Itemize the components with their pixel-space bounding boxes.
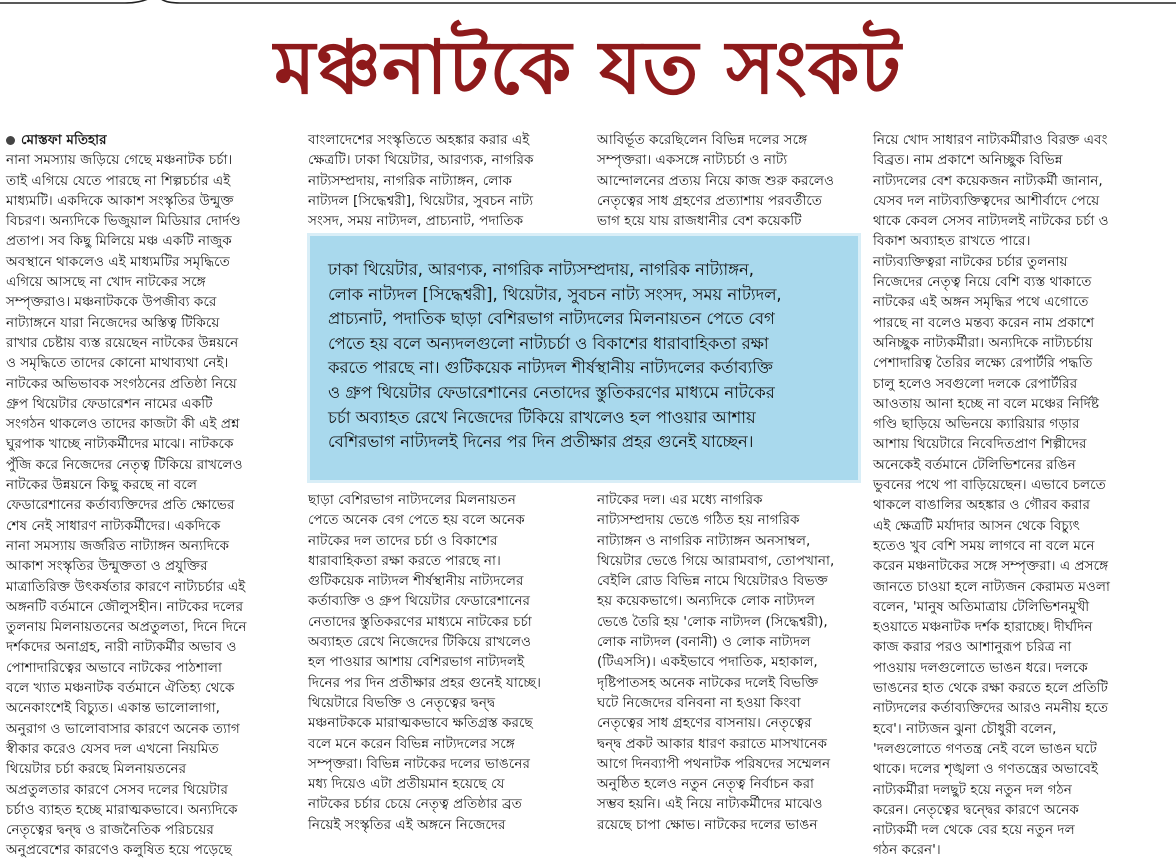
text-line: সম্পৃক্তরাও। মঞ্চনাটককে উপজীব্য করে <box>6 294 217 311</box>
text-line: ও গ্রুপ থিয়েটার ফেডারেশানের নেতাদের স্তুতিকরণের মাধ্যমে নাটকের <box>328 382 775 402</box>
text-line: পারছে না বলেও মন্তব্য করেন নাম প্রকাশে <box>873 314 1095 331</box>
text-line: ক্ষেত্রটি। ঢাকা থিয়েটার, আরণ্যক, নাগরিক <box>308 152 534 169</box>
text-line: পেতে অনেক বেগ পেতে হয় বলে অনেক <box>308 512 525 529</box>
text-line: সম্ভব হয়নি। এই নিয়ে নাট্যকর্মীদের মাঝেও <box>597 796 823 813</box>
text-line: থাকে কেবল সেসব নাট্যদলই নাটকের চর্চা ও <box>873 213 1109 230</box>
text-line: ধারাবাহিকতা রক্ষা করতে পারছে না। <box>308 552 501 569</box>
text-line: হল পাওয়ার আশায় বেশিরভাগ নাট্যদলই <box>308 654 525 671</box>
author-name: মোস্তফা মতিহার <box>21 132 107 148</box>
text-line: অব্যাহত রেখে নিজেদের টিকিয়ে রাখলেও <box>308 634 532 651</box>
article-column-2-bottom <box>308 490 590 836</box>
text-line: বাংলাদেশের সংস্কৃতিতে অহঙ্কার করার এই <box>308 132 530 148</box>
article-column-3-top <box>597 130 869 234</box>
text-line: এগিয়ে আসছে না খোদ নাটকের সঙ্গে <box>6 274 206 291</box>
text-line: সংসদ, সময় নাট্যদল, প্রাচ্যনাট, পদাতিক <box>308 213 524 230</box>
text-line: থিয়েটারে বিভক্তি ও নেতৃত্বের দ্বন্দ্ব <box>308 694 496 711</box>
text-line: অনুষ্ঠিত হলেও নতুন নেতৃত্ব নির্বাচন করা <box>597 776 814 793</box>
text-line: গুটিকয়েক নাট্যদল শীর্ষস্থানীয় নাট্যদলের <box>308 573 524 590</box>
pullquote-text <box>328 258 848 455</box>
text-line: অনুরাগ ও ভালোবাসার কারণে অনেক ত্যাগ <box>6 720 240 737</box>
text-line: সংগঠন থাকলেও তাদের কাজটা কী এই প্রশ্ন <box>6 416 240 433</box>
text-line: নেতৃত্বের দ্বন্দ্ব ও রাজনৈতিক পরিচয়ের <box>6 822 214 839</box>
text-line: নাট্যসম্প্রদায়, নাগরিক নাট্যাঙ্গন, লোক <box>308 172 512 189</box>
text-line: গঠন করেন'। <box>873 842 941 859</box>
text-line: নাট্যকর্মী দল থেকে বের হয়ে নতুন দল <box>873 822 1075 839</box>
text-line: বেইলি রোড বিভিন্ন নামে থিয়েটারও বিভক্ত <box>597 573 828 590</box>
text-line: গ্রুপ থিয়েটার ফেডারেশন নামের একটি <box>6 395 213 412</box>
headline: মঞ্চনাটকে যত সংকট <box>274 25 902 111</box>
text-line: কর্তাব্যক্তি ও গ্রুপ থিয়েটার ফেডারেশানের <box>308 593 530 610</box>
text-line: নানা সমস্যায় জর্জরিত নাট্যাঙ্গন অন্যদিকে <box>6 537 229 554</box>
text-line: তাই এগিয়ে যেতে পারছে না শিল্পচর্চার এই <box>6 172 231 189</box>
text-line: বিকাশ অব্যাহত রাখতে পারে। <box>873 233 1031 250</box>
text-line: নাট্যদলের কর্তাব্যক্তিদের আরও নমনীয় হতে <box>873 700 1109 717</box>
text-line: মধ্য দিয়েও এটা প্রতীয়মান হয়েছে যে <box>308 776 505 793</box>
text-line: বলে মনে করেন বিভিন্ন নাট্যদলের সঙ্গে <box>308 735 515 752</box>
text-line: নাট্যদল [সিদ্ধেশ্বরী], থিয়েটার, সুবচন নাট্য <box>308 192 534 209</box>
article-column-2-top <box>308 130 588 234</box>
bullet-icon <box>6 136 15 145</box>
text-line: আশায় থিয়েটারে নিবেদিতপ্রাণ শিল্পীদের <box>873 436 1087 453</box>
text-line: পেতে হয় বলে অন্যদলগুলো নাট্যচর্চা ও বিকাশের ধারাবাহিকতা রক্ষা <box>328 333 769 353</box>
text-line: অনুপ্রবেশের কারণেও কলুষিত হয়ে পড়েছে <box>6 842 232 859</box>
text-line: শেষ নেই সাধারণ নাট্যকর্মীদের। একদিকে <box>6 517 221 534</box>
text-line: আবির্ভূত করেছিলেন বিভিন্ন দলের সঙ্গে <box>597 132 808 148</box>
text-line: অনেকাংশেই বিচ্যুত। একান্ত ভালোলাগা, <box>6 700 220 717</box>
text-line: ভেঙে তৈরি হয় 'লোক নাট্যদল (সিদ্ধেশ্বরী), <box>597 613 828 630</box>
text-line: রাখার চেষ্টায় ব্যস্ত রয়েছেন নাটকের উন্নয়নে <box>6 334 239 351</box>
text-line: যেসব দল নাট্যব্যক্তিত্বদের আশীর্বাদে পেয়ে <box>873 192 1100 209</box>
text-line: বিব্রত। নাম প্রকাশে অনিচ্ছুক বিভিন্ন <box>873 152 1063 169</box>
text-line: চর্চাও ব্যাহত হচ্ছে মারাত্মকভাবে। অন্যদিকে <box>6 801 238 818</box>
text-line: নাট্যদলের বেশ কয়েকজন নাট্যকর্মী জানান, <box>873 172 1103 189</box>
text-line: হবে'। নাট্যজন ঝুনা চৌধুরী বলেন, <box>873 720 1057 737</box>
text-line: দ্বন্দ্ব প্রকট আকার ধারণ করাতে মাসখানেক <box>597 735 828 752</box>
text-line: লোক নাট্যদল [সিদ্ধেশ্বরী], থিয়েটার, সুবচন নাট্য সংসদ, সময় নাট্যদল, <box>328 284 782 304</box>
text-line: অঙ্গনটি বর্তমানে জৌলুসহীন। নাটকের দলের <box>6 598 244 615</box>
text-line: তুলনায় মিলনায়তনের অপ্রতুলতা, দিনে দিনে <box>6 619 247 636</box>
text-line: থাকে। দলের শৃঙ্খলা ও গণতন্ত্রের অভাবেই <box>873 761 1098 778</box>
text-line: অপ্রতুলতার কারণে সেসব দলের থিয়েটার <box>6 781 229 798</box>
text-line: পাওয়ায় দলগুলোতে ভাঙন ধরে। দলকে <box>873 659 1088 676</box>
text-line: নাট্যকর্মীরা দলছুট হয়ে নতুন দল গঠন <box>873 781 1072 798</box>
text-line: পুঁজি করে নিজেদের নেতৃত্ব টিকিয়ে রাখলেও <box>6 456 243 473</box>
text-line: থাকলে বাঙালির অহঙ্কার ও গৌরব করার <box>873 497 1090 514</box>
text-line: ফেডারেশানের কর্তাব্যক্তিদের প্রতি ক্ষোভের <box>6 497 235 514</box>
text-line: সম্পৃক্তরা। বিভিন্ন নাটকের দলের ভাঙনের <box>308 755 530 772</box>
text-line: নাট্যাঙ্গনে যারা নিজেদের অস্তিত্ব টিকিয়ে <box>6 314 220 331</box>
text-line: ভাঙনের হাত থেকে রক্ষা করতে হলে প্রতিটি <box>873 680 1108 697</box>
article-column-3-bottom <box>597 490 869 836</box>
text-line: বিচরণ। অন্যদিকে ভিজুয়াল মিডিয়ার দোর্দণ্ড <box>6 213 241 230</box>
text-line: মাত্রাতিরিক্ত উৎকর্ষতার কারণে নাট্যচর্চার এই <box>6 578 246 595</box>
text-line: রয়েছে চাপা ক্ষোভ। নাটকের দলের ভাঙন <box>597 816 818 833</box>
text-line: নাট্যব্যক্তিত্বরা নাটকের চর্চার তুলনায় <box>873 253 1068 270</box>
text-line: নাটকের এই অঙ্গন সমৃদ্ধির পথে এগোতে <box>873 294 1089 311</box>
column-1-text <box>6 150 298 860</box>
text-line: বলেন, 'মানুষ অতিমাত্রায় টেলিভিশনমুখী <box>873 598 1090 615</box>
text-line: নাটকের দল তাদের চর্চা ও বিকাশের <box>308 532 498 549</box>
text-line: প্রতাপ। সব কিছু মিলিয়ে মঞ্চ একটি নাজুক <box>6 233 232 250</box>
text-line: ঘটে নিজেদের বনিবনা না হওয়া কিংবা <box>597 694 801 711</box>
text-line: জানতে চাওয়া হলে নাট্যজন কেরামত মওলা <box>873 578 1110 595</box>
text-line: পোশাদারিত্বের অভাবে নাটকের পাঠশালা <box>6 659 222 676</box>
text-line: ঢাকা থিয়েটার, আরণ্যক, নাগরিক নাট্যসম্প্রদায়, নাগরিক নাট্যাঙ্গন, <box>328 260 755 279</box>
text-line: করেন। নেতৃত্বের দ্বন্দ্বের কারণে অনেক <box>873 801 1079 818</box>
text-line: ও সমৃদ্ধিতে তাদের কোনো মাথাব্যথা নেই। <box>6 355 229 372</box>
text-line: নেতৃত্বের সাধ গ্রহণের বাসনায়। নেতৃত্বের <box>597 715 812 732</box>
text-line: হওয়াতে মঞ্চনাটক দর্শক হারাচ্ছে। দীর্ঘদিন <box>873 619 1093 636</box>
text-line: থিয়েটার চর্চা করছে মিলনায়তনের <box>6 761 187 778</box>
text-line: অনিচ্ছুক নাট্যকর্মীরা। অন্যদিকে নাট্যচর্চায় <box>873 334 1093 351</box>
text-line: মাধ্যমটি। একদিকে আকাশ সংস্কৃতির উন্মুক্ত <box>6 192 234 209</box>
text-line: নাটকের উন্নয়নে কিছু করছে না বলে <box>6 477 197 494</box>
text-line: নেতৃত্বের সাধ গ্রহণের প্রত্যাশায় পরবর্তীতে <box>597 192 822 209</box>
text-line: নিয়েই সংস্কৃতির এই অঙ্গনে নিজেদের <box>308 816 506 833</box>
text-line: মঞ্চনাটককে মারাত্মকভাবে ক্ষতিগ্রস্ত করছে <box>308 715 533 732</box>
text-line: নাটকের অভিভাবক সংগঠনের প্রতিষ্ঠা নিয়ে <box>6 375 237 392</box>
text-line: লোক নাট্যদল (বনানী) ও লোক নাট্যদল <box>597 634 811 651</box>
text-line: আন্দোলনের প্রত্যয় নিয়ে কাজ শুরু করলেও <box>597 172 835 189</box>
text-line: নেতাদের স্তুতিকরণের মাধ্যমে নাটকের চর্চা <box>308 613 532 630</box>
text-line: আওতায় আনা হচ্ছে না বলে মঞ্চের নির্দিষ্ট <box>873 395 1100 412</box>
text-line: করতে পারছে না। গুটিকয়েক নাট্যদল শীর্ষস্থানীয় নাট্যদলের কর্তাব্যক্তি <box>328 358 773 378</box>
text-line: নাট্যসম্প্রদায় ভেঙে গঠিত হয় নাগরিক <box>597 512 800 529</box>
text-line: ভাগ হয়ে যায় রাজধানীর বেশ কয়েকটি <box>597 213 802 230</box>
text-line: নিয়ে খোদ সাধারণ নাট্যকর্মীরাও বিরক্ত এবং <box>873 132 1108 148</box>
text-line: 'দলগুলোতে গণতন্ত্র নেই বলে ভাঙন ঘটে <box>873 740 1097 757</box>
article-column-1 <box>6 130 298 859</box>
text-line: বেশিরভাগ নাট্যদলই দিনের পর দিন প্রতীক্ষার প্রহর গুনেই যাচ্ছেন। <box>328 432 754 452</box>
top-border-rule <box>0 0 1176 10</box>
text-line: ঘুরপাক খাচ্ছে নাট্যকর্মীদের মাঝে। নাটককে <box>6 436 234 453</box>
text-line: আগে দিনব্যাপী পথনাটক পরিষদের সম্মেলন <box>597 755 831 772</box>
text-line: নিজেদের নেতৃত্ব নিয়ে বেশি ব্যস্ত থাকাতে <box>873 274 1092 291</box>
text-line: সম্পৃক্তরা। একসঙ্গে নাট্যচর্চা ও নাট্য <box>597 152 788 169</box>
text-line: দৃষ্টিপাতসহ অনেক নাটকের দলেই বিভক্তি <box>597 674 819 691</box>
text-line: প্রাচ্যনাট, পদাতিক ছাড়া বেশিরভাগ নাট্যদলের মিলনায়তন পেতে বেগ <box>328 309 775 329</box>
pullquote-box <box>310 236 858 480</box>
text-line: স্বীকার করেও যেসব দল এখনো নিয়মিত <box>6 740 219 757</box>
text-line: নাটকের দল। এর মধ্যে নাগরিক <box>597 492 763 508</box>
text-line: হতেও খুব বেশি সময় লাগবে না বলে মনে <box>873 537 1095 554</box>
text-line: অবস্থানে থাকলেও এই মাধ্যমটির সমৃদ্ধিতে <box>6 253 230 270</box>
text-line: দর্শকদের অনাগ্রহ, নারী নাট্যকর্মীর অভাব ও <box>6 639 237 656</box>
article-column-4 <box>873 130 1173 859</box>
text-line: করেন মঞ্চনাটকের সঙ্গে সম্পৃক্তরা। এ প্রসঙ্গে <box>873 558 1109 575</box>
text-line: আকাশ সংস্কৃতির উন্মুক্ততা ও প্রযুক্তির <box>6 558 208 575</box>
text-line: দিনের পর দিন প্রতীক্ষার প্রহর গুনেই যাচ্ছে। <box>308 674 541 691</box>
text-line: চালু হলেও সবগুলো দলকে রেপার্টরির <box>873 375 1078 392</box>
text-line: ভুবনের পথে পা বাড়িয়েছেন। এভাবে চলতে <box>873 477 1106 494</box>
text-line: থিয়েটার ভেঙে গিয়ে আরামবাগ, তোপখানা, <box>597 552 835 569</box>
byline <box>6 130 298 150</box>
text-line: ছাড়া বেশিরভাগ নাট্যদলের মিলনায়তন <box>308 492 516 508</box>
text-line: বলে খ্যাত মঞ্চনাটক বর্তমানে ঐতিহ্য থেকে <box>6 680 235 697</box>
text-line: পেশাদারিত্ব তৈরির লক্ষ্যে রেপার্টরি পদ্ধতি <box>873 355 1093 372</box>
text-line: হয় কয়েকভাগে। অন্যদিকে লোক নাট্যদল <box>597 593 815 610</box>
text-line: অনেকেই বর্তমানে টেলিভিশনের রঙিন <box>873 456 1076 473</box>
text-line: গণ্ডি ছাড়িয়ে অভিনয়ে ক্যারিয়ার গড়ার <box>873 416 1080 433</box>
text-line: চর্চা অব্যাহত রেখে নিজেদের টিকিয়ে রাখলেও হল পাওয়ার আশায় <box>328 407 756 427</box>
text-line: নানা সমস্যায় জড়িয়ে গেছে মঞ্চনাটক চর্চা। <box>6 152 233 169</box>
text-line: নাট্যাঙ্গন ও নাগরিক নাট্যাঙ্গন অনসাম্বল, <box>597 532 811 549</box>
text-line: এই ক্ষেত্রটি মর্যাদার আসন থেকে বিচ্যুৎ <box>873 517 1080 534</box>
text-line: কাজ করার পরও আশানুরূপ চরিত্র না <box>873 639 1072 656</box>
text-line: (টিএসসি)। একইভাবে পদাতিক, মহাকাল, <box>597 654 818 671</box>
text-line: নাটকের চর্চার চেয়ে নেতৃত্ব প্রতিষ্ঠার ব্রত <box>308 796 522 813</box>
